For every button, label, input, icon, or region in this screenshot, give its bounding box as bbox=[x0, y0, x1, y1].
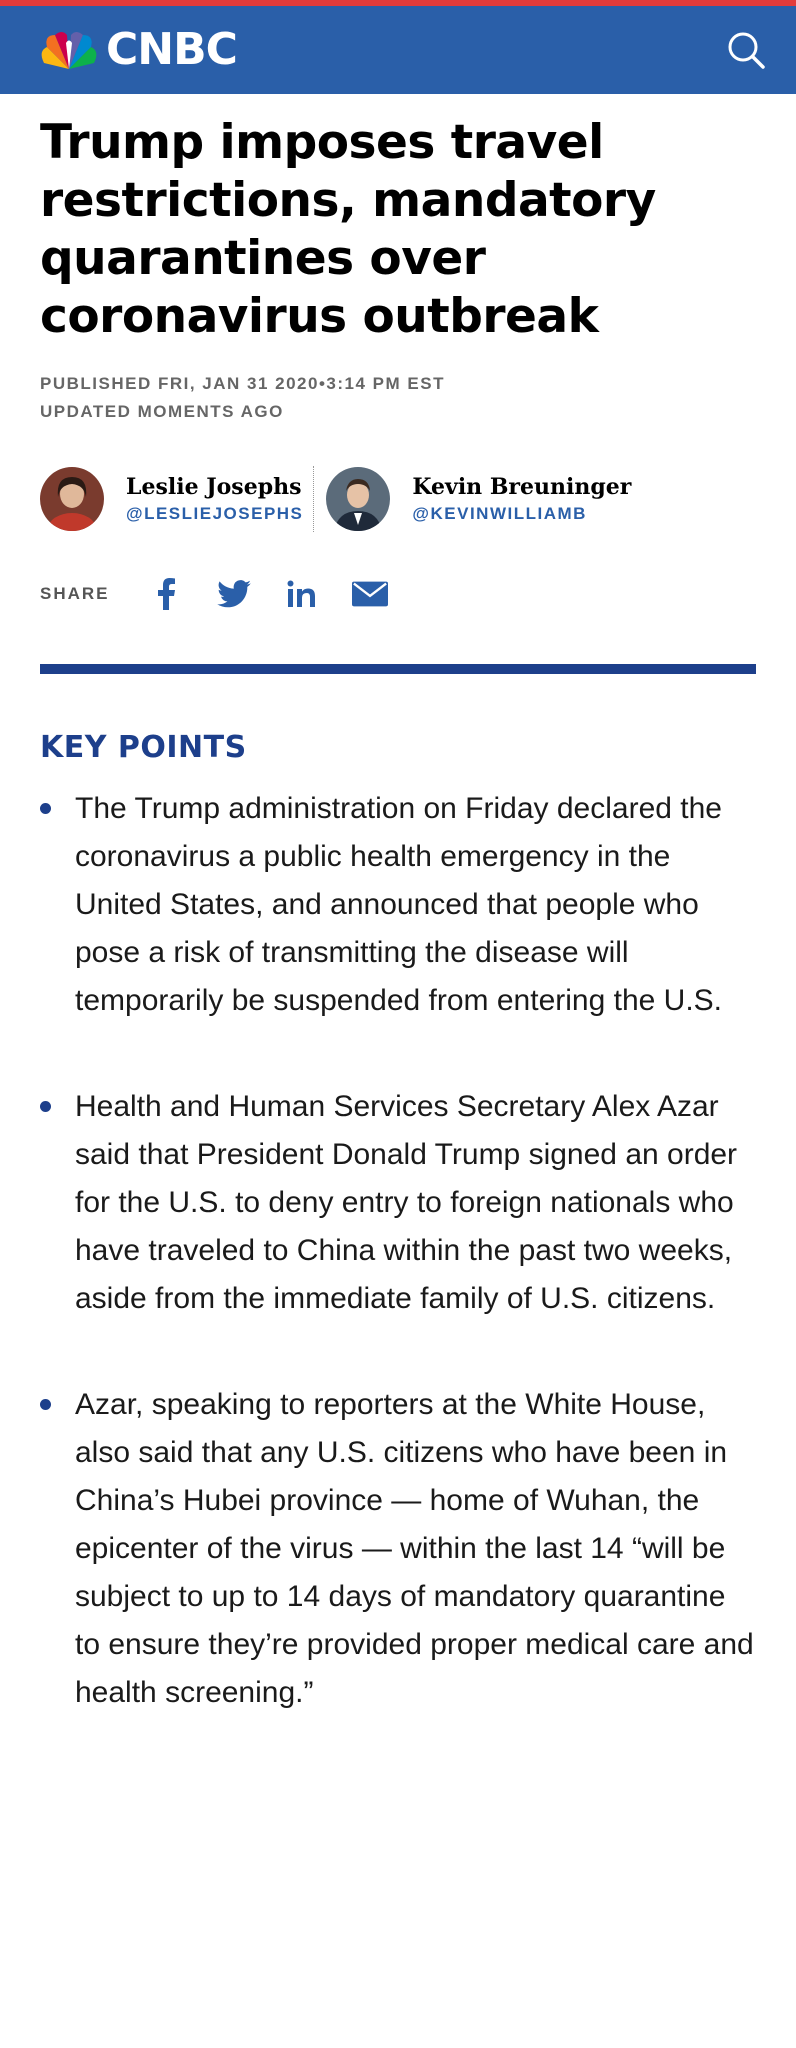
author-handle[interactable]: @KEVINWILLIAMB bbox=[412, 504, 587, 523]
avatar[interactable] bbox=[40, 467, 104, 531]
bullet-icon bbox=[40, 1399, 51, 1410]
author-photo-icon bbox=[326, 467, 390, 531]
email-icon bbox=[352, 581, 388, 607]
author-leslie-josephs[interactable] bbox=[40, 467, 303, 531]
share-twitter-button[interactable] bbox=[216, 576, 252, 612]
section-divider bbox=[40, 664, 756, 674]
author-info bbox=[126, 474, 303, 524]
author-name[interactable]: Leslie Josephs bbox=[126, 474, 302, 500]
linkedin-icon bbox=[287, 580, 317, 608]
key-points-list bbox=[40, 785, 756, 1717]
author-handle[interactable]: @LESLIEJOSEPHS bbox=[126, 504, 304, 523]
peacock-icon bbox=[38, 29, 100, 71]
share-label: SHARE bbox=[40, 584, 110, 603]
key-point-text: The Trump administration on Friday declared the coronavirus a public health emergency in the United States, and announced that people who pose a risk of transmitting the disease will temporarily be suspended from entering the U.S. bbox=[75, 792, 723, 1017]
facebook-icon bbox=[156, 578, 176, 610]
author-list bbox=[40, 466, 756, 532]
author-name[interactable]: Kevin Breuninger bbox=[412, 474, 632, 500]
key-point-item bbox=[40, 785, 756, 1025]
key-point-text: Azar, speaking to reporters at the White House, also said that any U.S. citizens who have been in China’s Hubei province — home of Wuhan, the epicenter of the virus — within the last 14 “will be subject to up to 14 days of mandatory quarantine to ensure they’re provided proper medical care and health screening.” bbox=[75, 1388, 754, 1709]
updated-date: UPDATED MOMENTS AGO bbox=[40, 402, 284, 421]
search-button[interactable] bbox=[724, 28, 768, 72]
share-email-button[interactable] bbox=[352, 576, 388, 612]
key-point-item bbox=[40, 1083, 756, 1323]
published-date: PUBLISHED FRI, JAN 31 2020•3:14 PM EST bbox=[40, 374, 445, 393]
author-divider bbox=[313, 466, 314, 532]
cnbc-logo[interactable] bbox=[38, 24, 237, 75]
avatar[interactable] bbox=[326, 467, 390, 531]
site-header bbox=[0, 6, 796, 94]
bullet-icon bbox=[40, 1101, 51, 1112]
share-facebook-button[interactable] bbox=[148, 576, 184, 612]
share-bar bbox=[40, 576, 756, 612]
author-photo-icon bbox=[40, 467, 104, 531]
brand-name: CNBC bbox=[106, 24, 237, 75]
key-points-title: KEY POINTS bbox=[40, 730, 247, 765]
article-content bbox=[0, 114, 796, 1717]
author-info bbox=[412, 474, 631, 524]
share-linkedin-button[interactable] bbox=[284, 576, 320, 612]
key-point-item bbox=[40, 1381, 756, 1717]
article-meta bbox=[40, 370, 756, 426]
twitter-icon bbox=[217, 580, 251, 608]
bullet-icon bbox=[40, 803, 51, 814]
author-kevin-breuninger[interactable] bbox=[326, 467, 631, 531]
search-icon bbox=[726, 30, 766, 70]
key-point-text: Health and Human Services Secretary Alex Azar said that President Donald Trump signed an order for the U.S. to deny entry to foreign nationals who have traveled to China within the past two weeks, aside from the immediate family of U.S. citizens. bbox=[75, 1090, 738, 1315]
article-headline: Trump imposes travel restrictions, mandatory quarantines over coronavirus outbreak bbox=[40, 115, 656, 344]
